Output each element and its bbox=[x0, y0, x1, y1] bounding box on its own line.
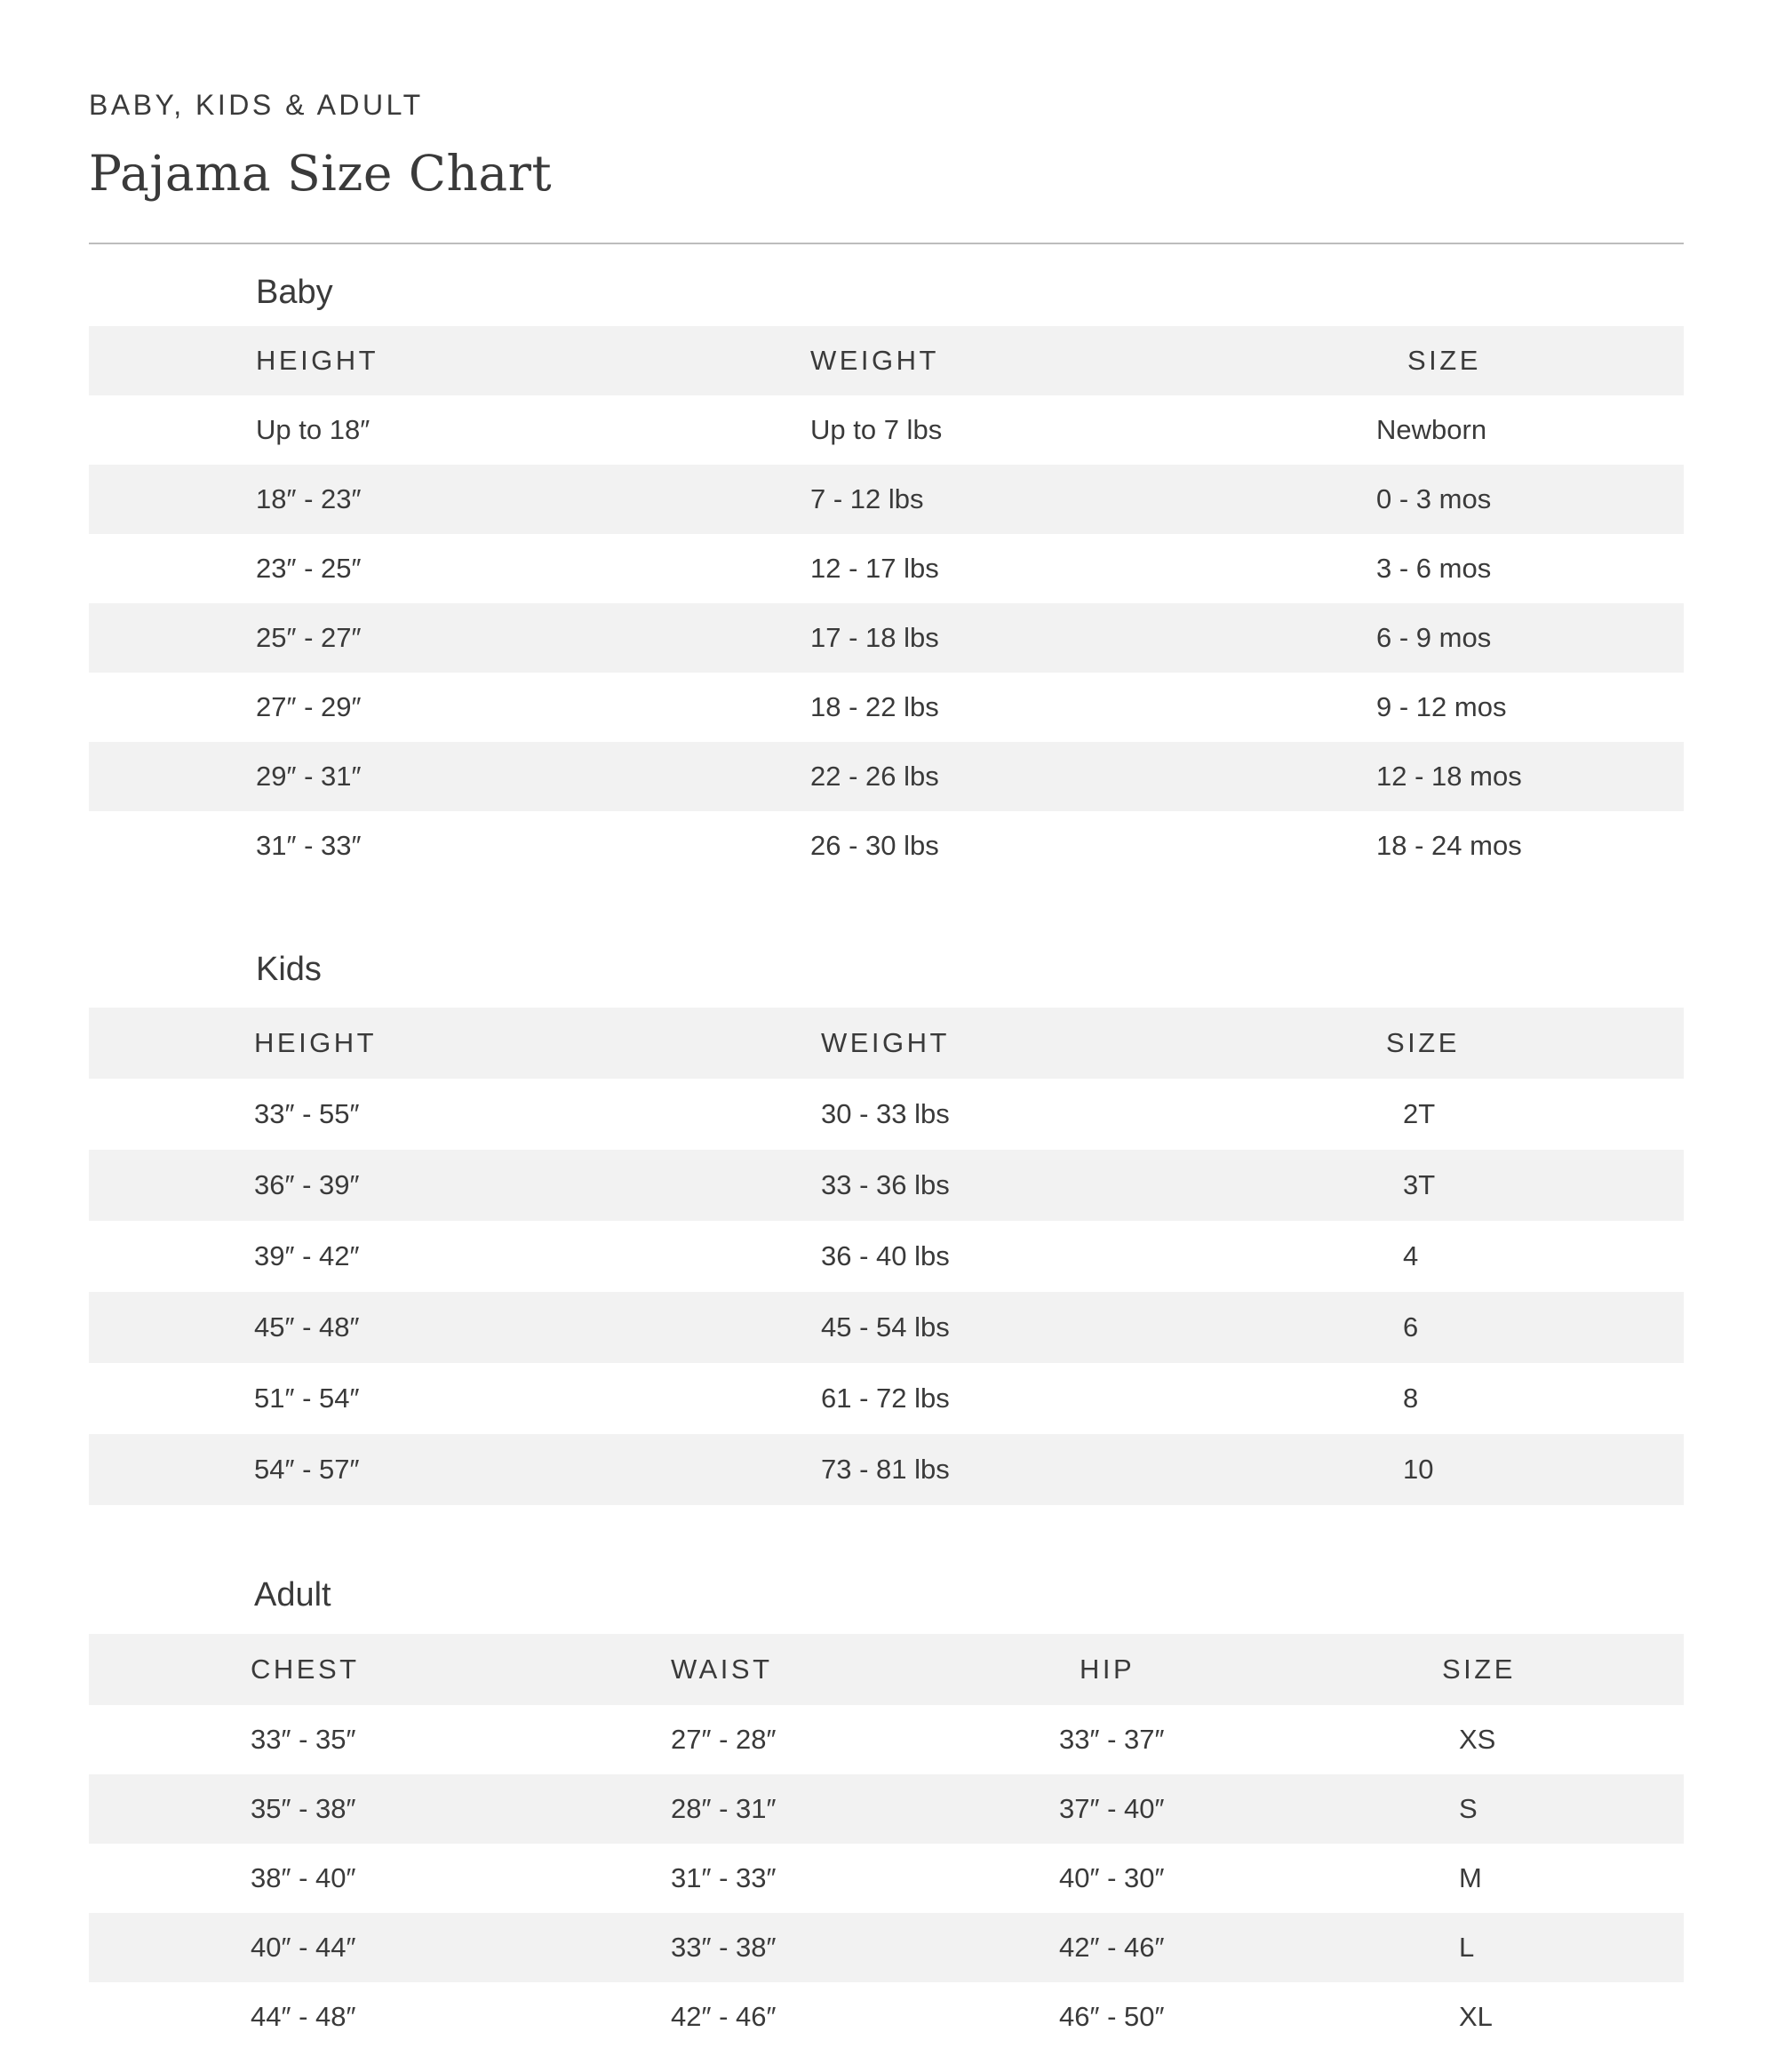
chest-cell: 40″ - 44″ bbox=[251, 1932, 356, 1963]
size-cell: S bbox=[1459, 1793, 1478, 1824]
adult-size-table bbox=[89, 1634, 1684, 2052]
weight-cell: 18 - 22 lbs bbox=[810, 691, 939, 722]
table-row bbox=[89, 1982, 1684, 2052]
size-cell: 9 - 12 mos bbox=[1376, 691, 1507, 722]
waist-cell: 33″ - 38″ bbox=[671, 1932, 777, 1963]
table-row bbox=[89, 1363, 1684, 1434]
size-cell: 2T bbox=[1403, 1098, 1436, 1129]
table-row bbox=[89, 742, 1684, 811]
table-row bbox=[89, 1913, 1684, 1982]
table-row bbox=[89, 1221, 1684, 1292]
table-row bbox=[89, 1150, 1684, 1221]
size-cell: 0 - 3 mos bbox=[1376, 483, 1492, 514]
column-header-chest: CHEST bbox=[251, 1654, 360, 1685]
weight-cell: 17 - 18 lbs bbox=[810, 622, 939, 653]
table-row bbox=[89, 1844, 1684, 1913]
column-header-hip: HIP bbox=[1080, 1654, 1136, 1685]
height-cell: 25″ - 27″ bbox=[256, 622, 362, 653]
column-header-waist: WAIST bbox=[671, 1654, 773, 1685]
waist-cell: 27″ - 28″ bbox=[671, 1724, 777, 1755]
size-cell: 3 - 6 mos bbox=[1376, 553, 1492, 584]
column-header-height: HEIGHT bbox=[254, 1027, 378, 1058]
hip-cell: 42″ - 46″ bbox=[1059, 1932, 1165, 1963]
table-row bbox=[89, 673, 1684, 742]
height-cell: 54″ - 57″ bbox=[254, 1454, 360, 1485]
height-cell: 31″ - 33″ bbox=[256, 830, 362, 861]
table-header-row bbox=[89, 326, 1684, 395]
weight-cell: 26 - 30 lbs bbox=[810, 830, 939, 861]
baby-section-title: Baby bbox=[256, 274, 333, 311]
height-cell: 27″ - 29″ bbox=[256, 691, 362, 722]
waist-cell: 42″ - 46″ bbox=[671, 2001, 777, 2032]
table-row bbox=[89, 1774, 1684, 1844]
table-row bbox=[89, 1079, 1684, 1150]
height-cell: 51″ - 54″ bbox=[254, 1383, 360, 1414]
chest-cell: 44″ - 48″ bbox=[251, 2001, 356, 2032]
height-cell: 39″ - 42″ bbox=[254, 1240, 360, 1271]
column-header-size: SIZE bbox=[1386, 1027, 1460, 1058]
size-cell: 10 bbox=[1403, 1454, 1434, 1485]
weight-cell: 36 - 40 lbs bbox=[821, 1240, 950, 1271]
chest-cell: 38″ - 40″ bbox=[251, 1862, 356, 1893]
weight-cell: 7 - 12 lbs bbox=[810, 483, 924, 514]
adult-section-title: Adult bbox=[254, 1576, 331, 1614]
size-cell: 3T bbox=[1403, 1169, 1436, 1200]
weight-cell: 33 - 36 lbs bbox=[821, 1169, 950, 1200]
table-row bbox=[89, 465, 1684, 534]
waist-cell: 28″ - 31″ bbox=[671, 1793, 777, 1824]
weight-cell: 45 - 54 lbs bbox=[821, 1311, 950, 1343]
page-title: Pajama Size Chart bbox=[89, 145, 553, 202]
weight-cell: 22 - 26 lbs bbox=[810, 761, 939, 792]
table-row bbox=[89, 1705, 1684, 1774]
size-cell: M bbox=[1459, 1862, 1482, 1893]
table-row bbox=[89, 395, 1684, 465]
hip-cell: 37″ - 40″ bbox=[1059, 1793, 1165, 1824]
table-row bbox=[89, 811, 1684, 881]
size-cell: 4 bbox=[1403, 1240, 1419, 1271]
size-cell: 18 - 24 mos bbox=[1376, 830, 1522, 861]
hip-cell: 40″ - 30″ bbox=[1059, 1862, 1165, 1893]
chest-cell: 35″ - 38″ bbox=[251, 1793, 356, 1824]
size-cell: 12 - 18 mos bbox=[1376, 761, 1522, 792]
height-cell: 29″ - 31″ bbox=[256, 761, 362, 792]
weight-cell: 73 - 81 lbs bbox=[821, 1454, 950, 1485]
eyebrow-label: BABY, KIDS & ADULT bbox=[89, 89, 424, 121]
column-header-size: SIZE bbox=[1407, 345, 1481, 376]
column-header-height: HEIGHT bbox=[256, 345, 379, 376]
table-row bbox=[89, 1434, 1684, 1505]
height-cell: 18″ - 23″ bbox=[256, 483, 362, 514]
column-header-weight: WEIGHT bbox=[821, 1027, 950, 1058]
size-cell: 8 bbox=[1403, 1383, 1419, 1414]
chest-cell: 33″ - 35″ bbox=[251, 1724, 356, 1755]
size-cell: Newborn bbox=[1376, 414, 1487, 445]
column-header-weight: WEIGHT bbox=[810, 345, 939, 376]
table-header-row bbox=[89, 1634, 1684, 1705]
weight-cell: 30 - 33 lbs bbox=[821, 1098, 950, 1129]
title-divider bbox=[89, 243, 1684, 244]
height-cell: 36″ - 39″ bbox=[254, 1169, 360, 1200]
column-header-size: SIZE bbox=[1442, 1654, 1516, 1685]
size-cell: 6 - 9 mos bbox=[1376, 622, 1492, 653]
height-cell: 33″ - 55″ bbox=[254, 1098, 360, 1129]
size-cell: L bbox=[1459, 1932, 1475, 1963]
table-row bbox=[89, 1292, 1684, 1363]
size-cell: 6 bbox=[1403, 1311, 1419, 1343]
weight-cell: 61 - 72 lbs bbox=[821, 1383, 950, 1414]
weight-cell: 12 - 17 lbs bbox=[810, 553, 939, 584]
height-cell: 23″ - 25″ bbox=[256, 553, 362, 584]
weight-cell: Up to 7 lbs bbox=[810, 414, 943, 445]
hip-cell: 46″ - 50″ bbox=[1059, 2001, 1165, 2032]
baby-size-table bbox=[89, 326, 1684, 881]
waist-cell: 31″ - 33″ bbox=[671, 1862, 777, 1893]
kids-section-title: Kids bbox=[256, 951, 322, 988]
size-cell: XL bbox=[1459, 2001, 1493, 2032]
kids-size-table bbox=[89, 1008, 1684, 1505]
height-cell: Up to 18″ bbox=[256, 414, 371, 445]
table-row bbox=[89, 534, 1684, 603]
table-row bbox=[89, 603, 1684, 673]
height-cell: 45″ - 48″ bbox=[254, 1311, 360, 1343]
size-cell: XS bbox=[1459, 1724, 1496, 1755]
hip-cell: 33″ - 37″ bbox=[1059, 1724, 1165, 1755]
table-header-row bbox=[89, 1008, 1684, 1079]
